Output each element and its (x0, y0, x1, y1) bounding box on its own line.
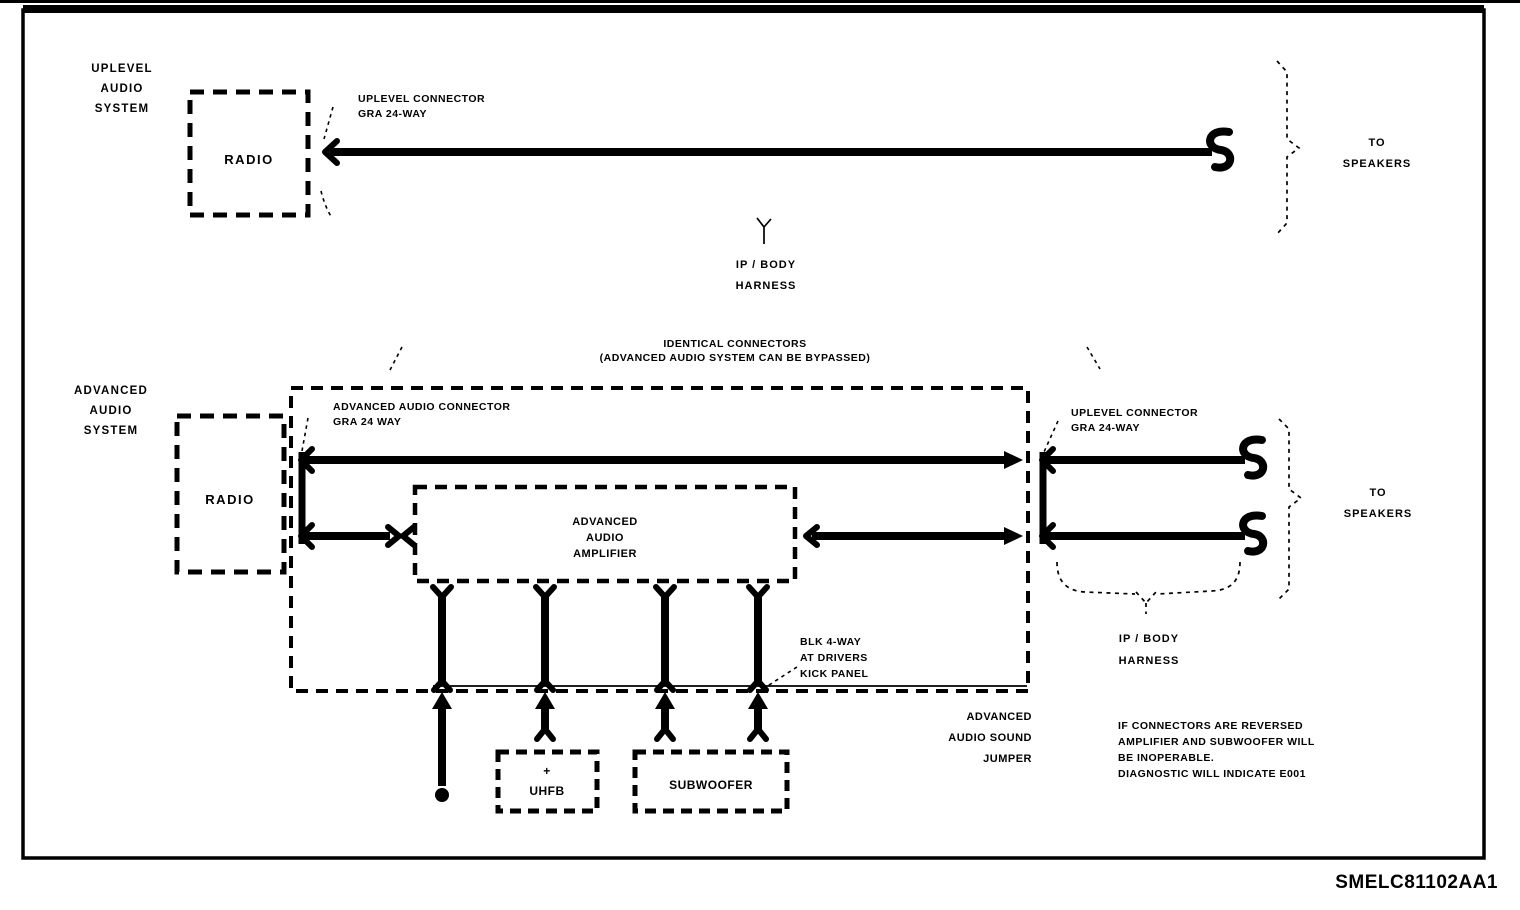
jumper-wire-uhfb (535, 692, 555, 739)
amplifier-output-wire (806, 527, 1023, 545)
uplevel-connector-leader (324, 107, 333, 139)
jumper-wire-subwoofer-1 (655, 692, 675, 739)
wire-hook-icon (1243, 439, 1263, 475)
speaker-wire-lower (1046, 515, 1263, 551)
uhfb-plus-sign: + (543, 764, 551, 778)
warning-line: BE INOPERABLE. (1118, 752, 1215, 764)
uplevel-connector-label-line: GRA 24-WAY (358, 108, 427, 120)
uplevel-speaker-brace-icon (1277, 61, 1299, 234)
uplevel-connector-label-line: UPLEVEL CONNECTOR (1071, 407, 1199, 419)
uplevel-wire-hook-icon (1210, 131, 1230, 167)
uplevel-to-speakers-label (1343, 137, 1412, 170)
uplevel-harness-label (736, 259, 797, 292)
advanced-radio-label: RADIO (205, 492, 255, 507)
uplevel-system-label-line: SYSTEM (94, 103, 150, 115)
uplevel-connector-label-line: UPLEVEL CONNECTOR (358, 93, 486, 105)
amplifier-label-line: AUDIO (586, 532, 624, 544)
advanced-bypass-wire (305, 451, 1023, 469)
advanced-connector-label-line: ADVANCED AUDIO CONNECTOR (333, 401, 511, 413)
advanced-uplevel-connector-label (1071, 407, 1198, 434)
to-speakers-line: SPEAKERS (1342, 158, 1412, 170)
amplifier-label-line: ADVANCED (572, 516, 638, 528)
subwoofer-label: SUBWOOFER (669, 778, 753, 792)
blk-connector-label-line: AT DRIVERS (800, 652, 868, 664)
advanced-harness-brace-icon (1057, 562, 1240, 614)
uplevel-radio-label: RADIO (224, 152, 274, 167)
uplevel-system-label (91, 63, 152, 115)
wire-connector-icon (403, 527, 414, 545)
reversed-connectors-warning (1118, 720, 1315, 780)
advanced-audio-sound-jumper-label (948, 711, 1032, 765)
jumper-wire-subwoofer-2 (748, 692, 768, 739)
wire-hook-icon (1243, 515, 1263, 551)
wire-connector-icon (656, 587, 674, 597)
advanced-system-label-line: ADVANCED (74, 385, 148, 397)
diagram-code: SMELC81102AA1 (1335, 872, 1498, 893)
uplevel-connector-label (358, 93, 485, 120)
harness-label-line: IP / BODY (1118, 633, 1180, 645)
wire-connector-icon (749, 587, 767, 597)
advanced-connector-label (333, 401, 510, 428)
uplevel-system-label-line: AUDIO (100, 83, 144, 95)
identical-connectors-note (600, 338, 871, 364)
advanced-system-label-line: AUDIO (89, 405, 133, 417)
jumper-label-line: ADVANCED (966, 711, 1032, 723)
to-speakers-line: TO (1368, 137, 1386, 149)
harness-pointer-icon (757, 218, 771, 244)
advanced-system-label-line: SYSTEM (83, 425, 139, 437)
wire-end-dot-icon (435, 788, 449, 802)
blk-connector-label-line: KICK PANEL (800, 668, 869, 680)
radio-to-amplifier-wire (305, 527, 414, 545)
wire-connector-icon (750, 729, 766, 739)
blk-connector-leader (766, 667, 797, 687)
advanced-connector-leader (302, 418, 308, 451)
amplifier-label-line: AMPLIFIER (573, 548, 637, 560)
jumper-wire-ground (432, 692, 452, 802)
uplevel-connector-leader-lower (321, 191, 332, 218)
jumper-label-line: AUDIO SOUND (948, 732, 1032, 744)
uplevel-system-label-line: UPLEVEL (91, 63, 153, 75)
to-speakers-line: TO (1369, 487, 1387, 499)
arrow-right-icon (1004, 451, 1023, 469)
advanced-connector-label-line: GRA 24 WAY (333, 416, 402, 428)
wire-connector-icon (536, 587, 554, 597)
uhfb-label: UHFB (529, 784, 565, 798)
scan-edge-artifact (0, 0, 1520, 3)
uhfb-box (498, 752, 597, 811)
advanced-audio-amplifier-label (572, 516, 638, 560)
blk-connector-label (800, 636, 868, 680)
wire-connector-icon (433, 587, 451, 597)
advanced-harness-label (1119, 633, 1180, 667)
page-border-top-bar (23, 5, 1484, 13)
warning-line: IF CONNECTORS ARE REVERSED (1118, 720, 1304, 732)
identical-leader-left (390, 347, 402, 370)
advanced-system-label (74, 385, 148, 437)
harness-label-line: HARNESS (1118, 655, 1180, 667)
arrow-right-icon (1004, 527, 1023, 545)
advanced-speaker-brace-icon (1279, 419, 1301, 599)
wire-connector-icon (657, 729, 673, 739)
to-speakers-line: SPEAKERS (1343, 508, 1413, 520)
wire-connector-icon (537, 729, 553, 739)
harness-label-line: IP / BODY (735, 259, 797, 271)
uplevel-connector-label-line: GRA 24-WAY (1071, 422, 1140, 434)
harness-label-line: HARNESS (735, 280, 797, 292)
identical-leader-right (1087, 347, 1100, 369)
warning-line: AMPLIFIER AND SUBWOOFER WILL (1118, 736, 1315, 748)
identical-note-line: (ADVANCED AUDIO SYSTEM CAN BE BYPASSED) (599, 352, 871, 364)
advanced-to-speakers-label (1344, 487, 1413, 520)
identical-note-line: IDENTICAL CONNECTORS (663, 338, 807, 350)
warning-line: DIAGNOSTIC WILL INDICATE E001 (1118, 768, 1306, 780)
amplifier-output-drop-wires (433, 587, 767, 690)
speaker-wire-upper (1046, 439, 1263, 475)
jumper-label-line: JUMPER (983, 753, 1032, 765)
blk-connector-label-line: BLK 4-WAY (800, 636, 862, 648)
